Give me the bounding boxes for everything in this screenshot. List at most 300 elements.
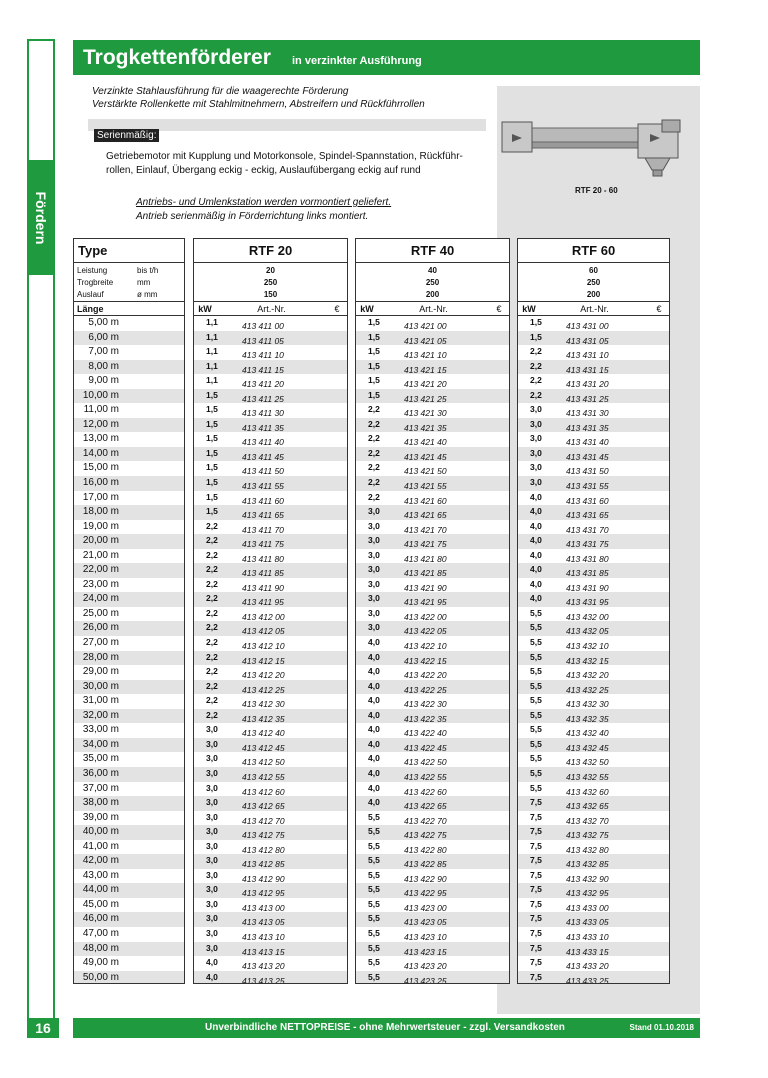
kw-value: 2,2 [206,622,218,633]
kw-value: 5,5 [530,680,542,691]
length-row: 31,00 m [82,695,119,707]
article-number: 413 432 90 [566,873,609,884]
kw-value: 1,5 [368,317,380,327]
table-row [356,621,509,636]
table-row [518,476,669,491]
table-row [518,956,669,971]
kw-value: 2,2 [206,666,218,677]
article-number: 413 423 15 [404,946,447,957]
table-row [518,403,669,418]
article-number: 413 412 55 [242,771,285,782]
kw-value: 1,1 [206,317,218,327]
article-number: 413 421 60 [404,495,447,506]
table-row [194,680,347,695]
table-row [518,360,669,375]
column-subheader [356,302,509,316]
length-row: 44,00 m [74,883,184,898]
table-row [356,389,509,404]
kw-value: 4,0 [530,491,542,502]
length-row: 14,00 m [74,447,184,462]
article-number: 413 432 10 [566,641,609,652]
euro-header: € [334,303,340,314]
kw-value: 5,5 [368,971,380,982]
length-row: 27,00 m [82,637,119,649]
article-number: 413 432 40 [566,728,609,739]
article-number: 413 412 95 [242,888,285,899]
kw-value: 3,0 [206,942,218,953]
kw-value: 3,0 [368,506,380,517]
param-labels [74,263,184,302]
length-row: 11,00 m [83,404,119,416]
kw-value: 2,2 [206,695,218,706]
article-number: 413 413 20 [242,961,285,972]
kw-value: 7,5 [530,826,542,837]
table-row [194,767,347,782]
kw-value: 5,5 [368,913,380,924]
article-number: 413 421 15 [404,364,447,375]
table-row [518,651,669,666]
kw-value: 5,5 [530,767,542,778]
length-row: 37,00 m [82,782,119,794]
table-row [194,796,347,811]
article-number: 413 411 10 [242,350,284,361]
table-row [194,651,347,666]
article-number: 413 413 05 [242,917,285,928]
kw-value: 5,5 [368,957,380,968]
kw-value: 3,0 [368,520,380,531]
length-row: 21,00 m [82,549,119,561]
table-row [356,447,509,462]
article-number: 413 411 05 [242,335,284,346]
article-number: 413 421 55 [404,481,447,492]
article-number: 413 421 30 [404,408,447,419]
length-row: 43,00 m [82,869,119,881]
kw-value: 4,0 [368,797,380,808]
kw-value: 3,0 [206,855,218,866]
article-number: 413 431 20 [566,379,609,390]
intro-text [92,85,492,111]
table-row [194,942,347,957]
kw-value: 4,0 [368,753,380,764]
table-row [356,592,509,607]
param-label: Leistung [77,266,108,275]
table-row [194,738,347,753]
article-number: 413 413 00 [242,902,285,913]
article-number: 413 412 50 [242,757,285,768]
table-row [518,418,669,433]
table-row [356,883,509,898]
kw-value: 1,5 [206,506,218,517]
article-number: 413 411 85 [242,568,284,579]
article-number: 413 423 00 [404,902,447,913]
article-number: 413 432 60 [566,786,609,797]
article-number: 413 412 75 [242,830,285,841]
table-row [518,432,669,447]
kw-value: 3,0 [206,927,218,938]
kw-value: 5,5 [530,651,542,662]
kw-value: 3,0 [206,767,218,778]
table-row [518,752,669,767]
article-number: 413 431 80 [566,553,609,564]
article-number: 413 411 95 [242,597,284,608]
article-number: 413 421 90 [404,582,447,593]
table-row [518,505,669,520]
kw-value: 2,2 [206,520,218,531]
kw-value: 1,1 [206,375,218,386]
table-row [518,825,669,840]
article-number: 413 411 55 [242,481,284,492]
article-number: 413 431 50 [566,466,609,477]
article-number: 413 412 20 [242,670,285,681]
article-number: 413 412 45 [242,742,285,753]
article-number: 413 411 65 [242,510,284,521]
article-number: 413 432 25 [566,684,609,695]
table-row [356,403,509,418]
article-number: 413 422 25 [404,684,447,695]
article-number: 413 433 20 [566,961,609,972]
kw-value: 1,5 [206,404,218,415]
table-row [518,665,669,680]
image-caption: RTF 20 - 60 [575,186,618,195]
article-number: 413 433 15 [566,946,609,957]
kw-value: 5,5 [368,942,380,953]
param-value: 250 [263,278,278,287]
table-row [518,927,669,942]
table-row [518,491,669,506]
length-row: 42,00 m [74,854,184,869]
param-value: 40 [428,266,437,275]
art-nr-header: Art.-Nr. [257,303,286,314]
kw-value: 3,0 [206,753,218,764]
table-row [356,360,509,375]
kw-value: 1,5 [368,331,380,342]
kw-value: 7,5 [530,797,542,808]
euro-header: € [496,303,502,314]
product-column-rtf40 [355,238,510,984]
kw-value: 2,2 [530,360,542,371]
kw-value: 4,0 [530,506,542,517]
table-row [194,549,347,564]
table-row [194,752,347,767]
article-number: 413 432 75 [566,830,609,841]
kw-value: 4,0 [530,578,542,589]
article-number: 413 432 05 [566,626,609,637]
table-row [194,840,347,855]
article-number: 413 432 65 [566,801,609,812]
article-number: 413 412 60 [242,786,285,797]
table-row [194,782,347,797]
product-params [518,263,669,302]
article-number: 413 431 35 [566,422,609,433]
param-value: 250 [425,278,440,287]
article-number: 413 431 30 [566,408,609,419]
table-row [518,767,669,782]
article-number: 413 432 95 [566,888,609,899]
article-number: 413 422 20 [404,670,447,681]
column-subheader [194,302,347,316]
kw-value: 3,0 [368,578,380,589]
article-number: 413 412 85 [242,859,285,870]
table-row [518,738,669,753]
article-number: 413 411 80 [242,553,284,564]
kw-value: 5,5 [530,637,542,648]
article-number: 413 431 55 [566,481,609,492]
article-number: 413 421 80 [404,553,447,564]
table-row [194,869,347,884]
table-row [356,694,509,709]
kw-value: 7,5 [530,957,542,968]
kw-value: 5,5 [368,811,380,822]
table-row [356,331,509,346]
kw-value: 1,1 [206,331,218,342]
article-number: 413 432 80 [566,844,609,855]
table-row [356,782,509,797]
kw-value: 4,0 [368,637,380,648]
article-number: 413 423 25 [404,975,447,984]
article-number: 413 423 10 [404,931,447,942]
article-number: 413 431 95 [566,597,609,608]
table-row [356,563,509,578]
table-row [356,854,509,869]
article-number: 413 421 50 [404,466,447,477]
footer-date: Stand 01.10.2018 [629,1023,694,1032]
article-number: 413 423 05 [404,917,447,928]
table-row [356,549,509,564]
article-number: 413 421 10 [404,350,447,361]
kw-value: 5,5 [530,724,542,735]
article-number: 413 421 95 [404,597,447,608]
section-tab [27,160,55,275]
kw-value: 3,0 [368,622,380,633]
table-row [518,549,669,564]
kw-value: 5,5 [368,840,380,851]
table-row [356,942,509,957]
table-row [356,680,509,695]
length-row: 48,00 m [74,942,184,957]
table-row [518,854,669,869]
article-number: 413 421 05 [404,335,447,346]
kw-value: 7,5 [530,898,542,909]
length-row: 9,00 m [88,375,119,387]
kw-value: 1,1 [206,346,218,357]
kw-value: 5,5 [368,869,380,880]
kw-value: 5,5 [368,898,380,909]
article-number: 413 422 60 [404,786,447,797]
serien-text [106,150,476,178]
article-number: 413 431 05 [566,335,609,346]
kw-value: 4,0 [530,549,542,560]
article-number: 413 411 90 [242,582,284,593]
article-number: 413 431 85 [566,568,609,579]
article-number: 413 432 35 [566,713,609,724]
kw-value: 5,5 [530,753,542,764]
table-row [356,316,509,331]
table-row [194,520,347,535]
length-row: 29,00 m [82,666,119,678]
article-number: 413 431 10 [566,350,609,361]
table-row [356,898,509,913]
euro-header: € [656,303,662,314]
kw-value: 5,5 [530,666,542,677]
kw-value: 2,2 [206,607,218,618]
kw-value: 1,5 [206,418,218,429]
kw-value: 2,2 [206,578,218,589]
param-unit: mm [137,278,151,287]
length-row: 26,00 m [74,621,184,636]
footer-text: Unverbindliche NETTOPREISE - ohne Mehrwertsteuer - zzgl. Versandkosten [205,1022,565,1033]
product-name: RTF 60 [518,239,669,263]
table-row [194,971,347,984]
article-number: 413 431 70 [566,524,609,535]
kw-value: 2,2 [206,535,218,546]
kw-value: 4,0 [368,695,380,706]
article-number: 413 412 10 [242,641,285,652]
article-number: 413 411 30 [242,408,284,419]
kw-value: 7,5 [530,811,542,822]
length-row: 38,00 m [74,796,184,811]
kw-value: 2,2 [206,637,218,648]
kw-value: 4,0 [368,651,380,662]
kw-value: 3,0 [530,477,542,488]
title-bar [73,40,700,75]
table-row [356,345,509,360]
table-row [518,389,669,404]
length-row: 30,00 m [74,680,184,695]
article-number: 413 411 70 [242,524,284,535]
kw-value: 2,2 [206,709,218,720]
kw-value: 5,5 [368,855,380,866]
article-number: 413 422 55 [404,771,447,782]
length-row: 15,00 m [82,462,119,474]
kw-value: 3,0 [206,913,218,924]
kw-value: 5,5 [530,709,542,720]
kw-value: 7,5 [530,942,542,953]
table-row [518,374,669,389]
table-row [194,418,347,433]
kw-value: 4,0 [368,738,380,749]
kw-value: 4,0 [368,767,380,778]
kw-value: 4,0 [206,957,218,968]
table-row [518,331,669,346]
kw-value: 2,2 [530,389,542,400]
table-row [356,869,509,884]
kw-value: 1,5 [368,375,380,386]
article-number: 413 422 05 [404,626,447,637]
kw-value: 3,0 [530,447,542,458]
article-number: 413 421 00 [404,321,447,331]
kw-value: 3,0 [530,433,542,444]
kw-value: 5,5 [530,738,542,749]
type-header: Type [74,239,184,263]
length-row: 40,00 m [74,825,184,840]
article-number: 413 412 70 [242,815,285,826]
length-row: 10,00 m [74,389,184,404]
param-value: 150 [263,290,278,299]
table-row [356,418,509,433]
table-row [194,578,347,593]
kw-value: 4,0 [530,520,542,531]
table-row [194,665,347,680]
table-row [356,607,509,622]
table-row [518,811,669,826]
art-nr-header: Art.-Nr. [580,303,609,314]
table-row [194,709,347,724]
table-row [518,636,669,651]
length-row: 22,00 m [74,563,184,578]
kw-value: 2,2 [206,564,218,575]
kw-value: 1,5 [368,389,380,400]
kw-value: 3,0 [206,869,218,880]
table-row [356,811,509,826]
kw-value: 5,5 [368,884,380,895]
kw-value: 2,2 [368,404,380,415]
table-row [518,316,669,331]
serien-label: Serienmäßig: [94,129,159,142]
article-number: 413 431 15 [566,364,609,375]
table-row [356,461,509,476]
table-row [518,869,669,884]
param-value: 200 [425,290,440,299]
param-value: 250 [586,278,601,287]
table-row [356,520,509,535]
length-row: 47,00 m [82,927,119,939]
table-row [194,461,347,476]
article-number: 413 411 15 [242,364,284,375]
table-row [194,331,347,346]
table-row [194,723,347,738]
article-number: 413 432 30 [566,699,609,710]
kw-value: 1,5 [206,433,218,444]
table-row [518,461,669,476]
article-number: 413 411 45 [242,451,284,462]
table-row [518,520,669,535]
article-number: 413 433 25 [566,975,609,984]
table-row [194,592,347,607]
table-row [356,491,509,506]
article-number: 413 412 30 [242,699,285,710]
page-title: Trogkettenförderer [83,46,271,69]
table-row [356,752,509,767]
intro-line: Verstärkte Rollenkette mit Stahlmitnehmern, Abstreifern und Rückführrollen [92,99,425,110]
table-row [194,316,347,331]
table-row [356,432,509,447]
length-row: 33,00 m [82,724,119,736]
table-row [194,491,347,506]
kw-value: 2,2 [368,447,380,458]
article-number: 413 432 85 [566,859,609,870]
kw-header: kW [360,303,374,314]
param-value: 200 [586,290,601,299]
table-row [356,505,509,520]
article-number: 413 422 95 [404,888,447,899]
table-row [356,825,509,840]
kw-value: 3,0 [368,564,380,575]
kw-value: 2,2 [530,375,542,386]
length-row: 6,00 m [74,331,184,346]
table-row [194,447,347,462]
table-row [356,796,509,811]
intro-line: Verzinkte Stahlausführung für die waagerechte Förderung [92,86,349,97]
table-row [194,432,347,447]
table-row [194,345,347,360]
article-number: 413 433 00 [566,902,609,913]
article-number: 413 421 75 [404,539,447,550]
article-number: 413 432 00 [566,611,609,622]
table-row [518,592,669,607]
kw-value: 4,0 [368,666,380,677]
table-row [518,578,669,593]
table-row [518,607,669,622]
